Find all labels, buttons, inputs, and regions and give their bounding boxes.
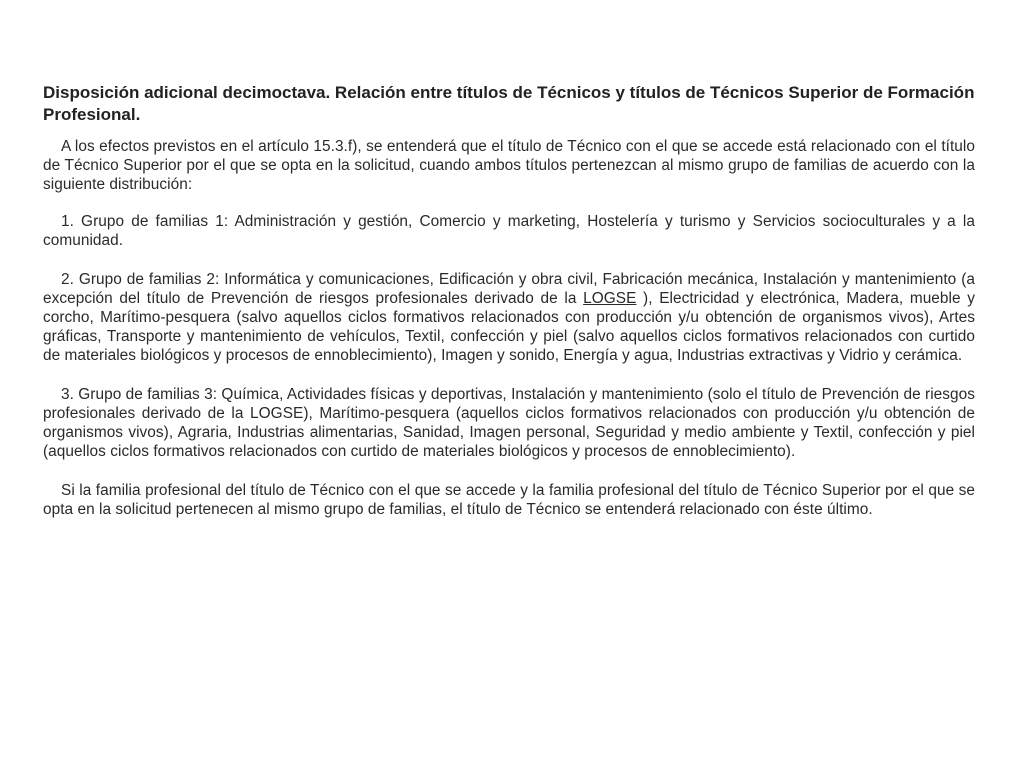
closing-paragraph: Si la familia profesional del título de Técnico con el que se accede y la familia profesional del título de Técnico Superior por el que se opta en la solicitud pertenecen al mismo grupo de familias, el título de Técnico se entenderá relacionado con éste último.	[43, 482, 975, 518]
spacer	[43, 250, 975, 270]
document-page	[43, 82, 975, 519]
group-2-text-before: 2. Grupo de familias 2: Informática y comunicaciones, Edificación y obra civil, Fabricación mecánica, Instalación y mantenimiento (a excepción del título de Prevención de riesgos profesionales derivado de la	[43, 271, 975, 307]
intro-paragraph: A los efectos previstos en el artículo 15.3.f), se entenderá que el título de Técnico con el que se accede está relacionado con el título de Técnico Superior por el que se opta en la solicitud, cuando ambos títulos pertenezcan al mismo grupo de familias de acuerdo con la siguiente distribución:	[43, 138, 975, 193]
document-title: Disposición adicional decimoctava. Relación entre títulos de Técnicos y títulos de Técnicos Superior de Formación Profesional.	[43, 83, 975, 124]
spacer	[43, 365, 975, 385]
group-2-text-after: ), Electricidad y electrónica, Madera, mueble y corcho, Marítimo-pesquera (salvo aquellos ciclos formativos relacionados con producción y/u obtención de organismos vivos), Artes gráficas, Transporte y mantenimiento de vehículos, Textil, confección y piel (salvo aquellos ciclos formativos relacionados con curtido de materiales biológicos y procesos de ennoblecimiento), Imagen y sonido, Energía y agua, Industrias extractivas y Vidrio y cerámica.	[43, 290, 975, 364]
group-3-paragraph: 3. Grupo de familias 3: Química, Actividades físicas y deportivas, Instalación y mantenimiento (solo el título de Prevención de riesgos profesionales derivado de la LOGSE), Marítimo-pesquera (aquellos ciclos formativos relacionados con producción y/u obtención de organismos vivos), Agraria, Industrias alimentarias, Sanidad, Imagen personal, Seguridad y medio ambiente y Textil, confección y piel (aquellos ciclos formativos relacionados con curtido de materiales biológicos y procesos de ennoblecimiento).	[43, 386, 975, 460]
spacer	[43, 194, 975, 212]
group-1-paragraph: 1. Grupo de familias 1: Administración y gestión, Comercio y marketing, Hostelería y turismo y Servicios socioculturales y a la comunidad.	[43, 213, 975, 249]
spacer	[43, 461, 975, 481]
logse-underlined-term: LOGSE	[583, 290, 637, 307]
group-2-paragraph	[43, 270, 975, 365]
